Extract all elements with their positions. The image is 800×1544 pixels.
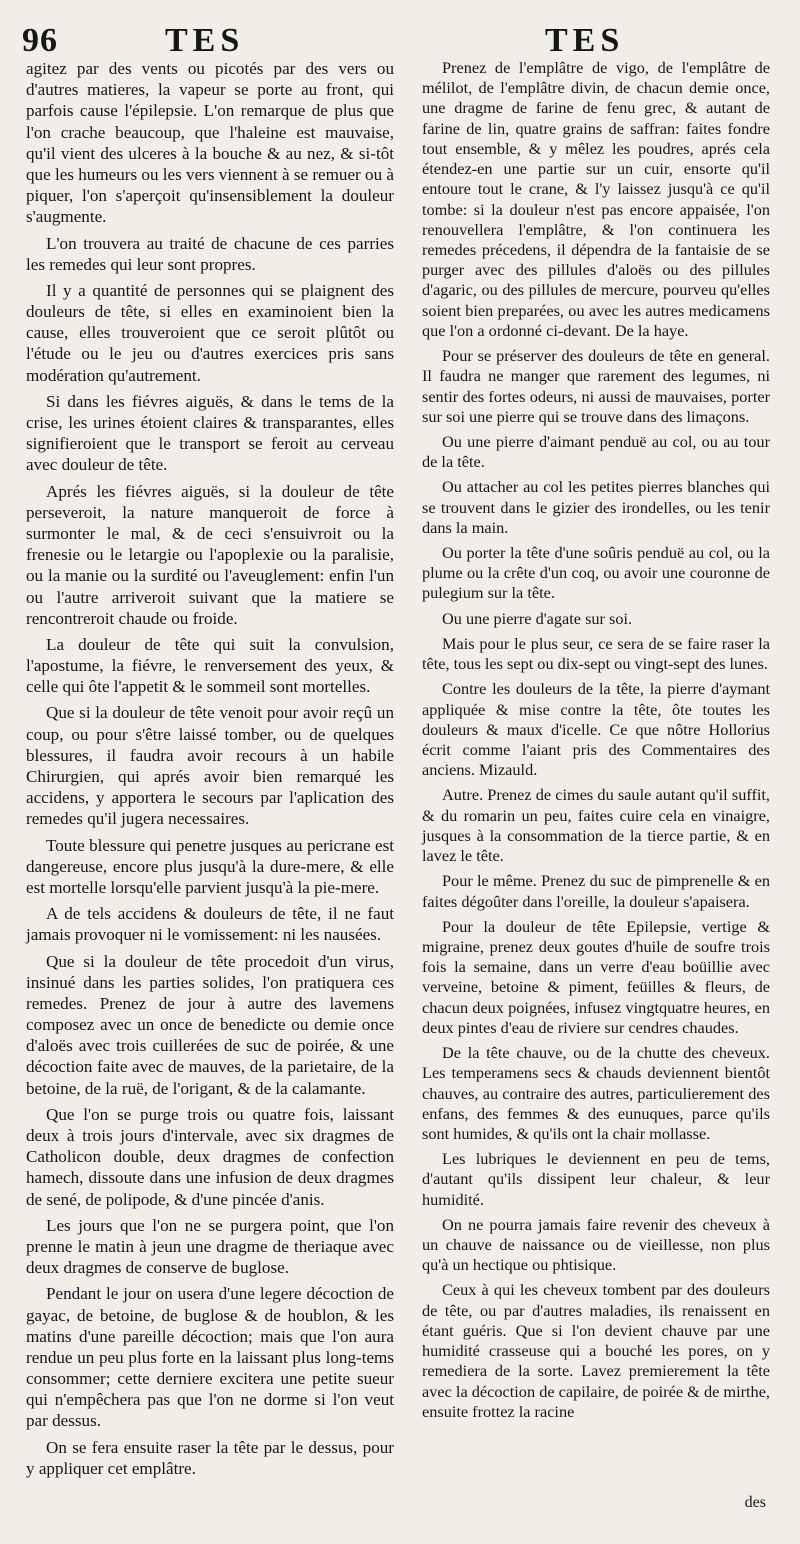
paragraph: A de tels accidens & douleurs de tête, il ne faut jamais provoquer ni le vomissement: ni les nausées. <box>26 904 394 945</box>
running-head-left: TES <box>165 22 245 59</box>
left-column <box>26 58 394 1484</box>
paragraph: Si dans les fiévres aiguës, & dans le tems de la crise, les urines étoient claires & transparantes, elles signifieroient que le transport se feroit au cerveau avec douleur de tête. <box>26 391 394 475</box>
paragraph: Que l'on se purge trois ou quatre fois, laissant deux à trois jours d'intervale, avec six dragmes de Catholicon double, deux dragmes de confection hamech, dissoute dans une infusion de deux dragmes de sené, de polipode, & d'une pincée d'anis. <box>26 1104 394 1209</box>
paragraph: Ou une pierre d'aimant penduë au col, ou au tour de la tête. <box>422 431 770 472</box>
paragraph: Contre les douleurs de la tête, la pierre d'aymant appliquée & mise contre la tête, ôte toutes les douleurs & maux d'icelle. Ce que nôtre Hollorius écrit comme l'aiant pris des Commentaires des anciens. Mizauld. <box>422 679 770 780</box>
paragraph: Mais pour le plus seur, ce sera de se faire raser la tête, tous les sept ou dix-sept ou vingt-sept des lunes. <box>422 633 770 674</box>
paragraph: Toute blessure qui penetre jusques au pericrane est dangereuse, encore plus jusqu'à la dure-mere, & elle est mortelle lorsqu'elle parvient jusqu'à la pie-mere. <box>26 835 394 897</box>
paragraph: On ne pourra jamais faire revenir des cheveux à un chauve de naissance ou de vieillesse, non plus qu'à un hectique ou phtisique. <box>422 1214 770 1275</box>
catchword: des <box>744 1494 766 1511</box>
paragraph: Les lubriques le deviennent en peu de tems, d'autant qu'ils dissipent leur chaleur, & leur humidité. <box>422 1149 770 1209</box>
paragraph: Pour se préserver des douleurs de tête en general. Il faudra ne manger que rarement des legumes, ni sentir des fortes odeurs, ni aussi de mauvaises, porter sur soi une pierre qui se trouve dans des limaçons. <box>422 346 770 426</box>
page-number: 96 <box>22 22 58 59</box>
paragraph: Les jours que l'on ne se purgera point, que l'on prenne le matin à jeun une dragme de theriaque avec deux dragmes de conserve de buglose. <box>26 1215 394 1278</box>
paragraph: Ceux à qui les cheveux tombent par des douleurs de tête, ou par d'autres maladies, ils renaissent en étant guéris. Que si l'on devient chauve par une humidité crasseuse qui a bouché les pores, on y remediera de la sorte. Lavez premierement la tête avec la décoction de capilaire, de poirée & de mirthe, ensuite frottez la racine <box>422 1280 770 1421</box>
paragraph: Aprés les fiévres aiguës, si la douleur de tête perseveroit, la nature manqueroit de force à surmonter le mal, & de ceci s'ensuivroit ou la frenesie ou le letargie ou l'apoplexie ou la paralisie, ou la manie ou la surdité ou l'aveuglement: enfin l'un ou l'autre arriveroit suivant que la matiere se rencontreroit chaude ou froide. <box>26 481 394 628</box>
paragraph: Ou porter la tête d'une soûris penduë au col, ou la plume ou la crête d'un coq, ou avoir une couronne de pulegium sur la tête. <box>422 543 770 603</box>
right-column <box>422 58 770 1427</box>
paragraph: agitez par des vents ou picotés par des vers ou d'autres matieres, la vapeur se porte au front, qui parfois cause l'épilepsie. L'on remarque de plus que l'on crache beaucoup, que l'haleine est mauvaise, qu'il vient des ulceres à la bouche & au nez, & si-tôt que les humeurs ou les vers viennent à se remuer ou à piquer, l'on s'aperçoit qu'insensiblement la douleur s'augmente. <box>26 59 394 227</box>
paragraph: De la tête chauve, ou de la chutte des cheveux. Les temperamens secs & chauds deviennent bientôt chauves, au contraire des autres, particulierement des enfans, des femmes & des eunuques, parce qu'ils sont humides, & qu'ils ont la chair mollasse. <box>422 1043 770 1143</box>
paragraph: Ou attacher au col les petites pierres blanches qui se trouvent dans le gizier des irondelles, ou les tenir dans la main. <box>422 477 770 537</box>
paragraph: La douleur de tête qui suit la convulsion, l'apostume, la fiévre, le renversement des yeux, & celle qui ôte l'appetit & le sommeil sont mortelles. <box>26 634 394 697</box>
paragraph: Que si la douleur de tête procedoit d'un virus, insinué dans les parties solides, l'on pratiquera ces remedes. Prenez de jour à autre des lavemens composez avec un once de benedicte ou demie once d'aloës avec trois cuillerées de suc de poirée, & une décoction faite avec de mauves, de la parietaire, de la betoine, de la ruë, de l'origant, & de la calamante. <box>26 951 394 1098</box>
paragraph: Prenez de l'emplâtre de vigo, de l'emplâtre de mélilot, de l'emplâtre divin, de chacun demie once, une dragme de farine de fenu grec, & autant de farine de lin, quatre grains de saffran: faites fondre tout ensemble, & y mêlez les poudres, aprés cela étendez-en une partie sur un cuir, ensorte qu'il entoure tout le crane, & l'y laissez jusqu'à ce qu'il tombe: si la douleur n'est pas encore appaisée, l'on renouvellera l'emplâtre, & l'on continuera les remedes précedens, il dépendra de la fantaisie de se purger avec des pillules d'aloës ou des pillules d'agaric, ou des pillules de mercure, pourveu qu'elles soient bien preparées, ou avec les autres medicamens que l'on a ordonné ci-devant. De la haye. <box>422 58 770 340</box>
running-head-right: TES <box>545 22 625 59</box>
paragraph: Pendant le jour on usera d'une legere décoction de gayac, de betoine, de buglose & de houblon, & les matins d'une pareille décoction; mais que l'on aura rendue un peu plus forte en la laissant plus long-tems consommer; cette derniere excitera une petite sueur qui n'empêchera pas que l'on ne dorme si l'on veut par dessus. <box>26 1284 394 1431</box>
paragraph: Il y a quantité de personnes qui se plaignent des douleurs de tête, si elles en examinoient bien la cause, elles trouveroient que ce seroit plûtôt ou l'étude ou le jeu ou d'autres exercices pris sans modération qu'autrement. <box>26 280 394 385</box>
paragraph: L'on trouvera au traité de chacune de ces parries les remedes qui leur sont propres. <box>26 233 394 274</box>
paragraph: Que si la douleur de tête venoit pour avoir reçû un coup, ou pour s'être laissé tomber, ou de quelques blessures, il faudra avoir recours à un habile Chirurgien, qui aprés avoir bien remarqué les accidens, y apportera le secours par l'aplication des remedes qu'il jugera necessaires. <box>26 703 394 829</box>
paragraph: Pour la douleur de tête Epilepsie, vertige & migraine, prenez deux goutes d'huile de soufre trois fois la semaine, dans un verre d'eau boüillie avec verveine, betoine & piment, feüilles & fleurs, de chacun deux poignées, infusez vingtquatre heures, en deux pintes d'eau de riviere sur cendres chaudes. <box>422 916 770 1037</box>
paragraph: On se fera ensuite raser la tête par le dessus, pour y appliquer cet emplâtre. <box>26 1437 394 1478</box>
paragraph: Autre. Prenez de cimes du saule autant qu'il suffit, & du romarin un peu, faites cuire cela en vinaigre, jusques à la consommation de la tierce partie, & en lavez le tête. <box>422 785 770 866</box>
paragraph: Ou une pierre d'agate sur soi. <box>442 608 633 628</box>
paragraph: Pour le même. Prenez du suc de pimprenelle & en faites dégoûter dans l'oreille, la douleur s'apaisera. <box>422 871 770 911</box>
